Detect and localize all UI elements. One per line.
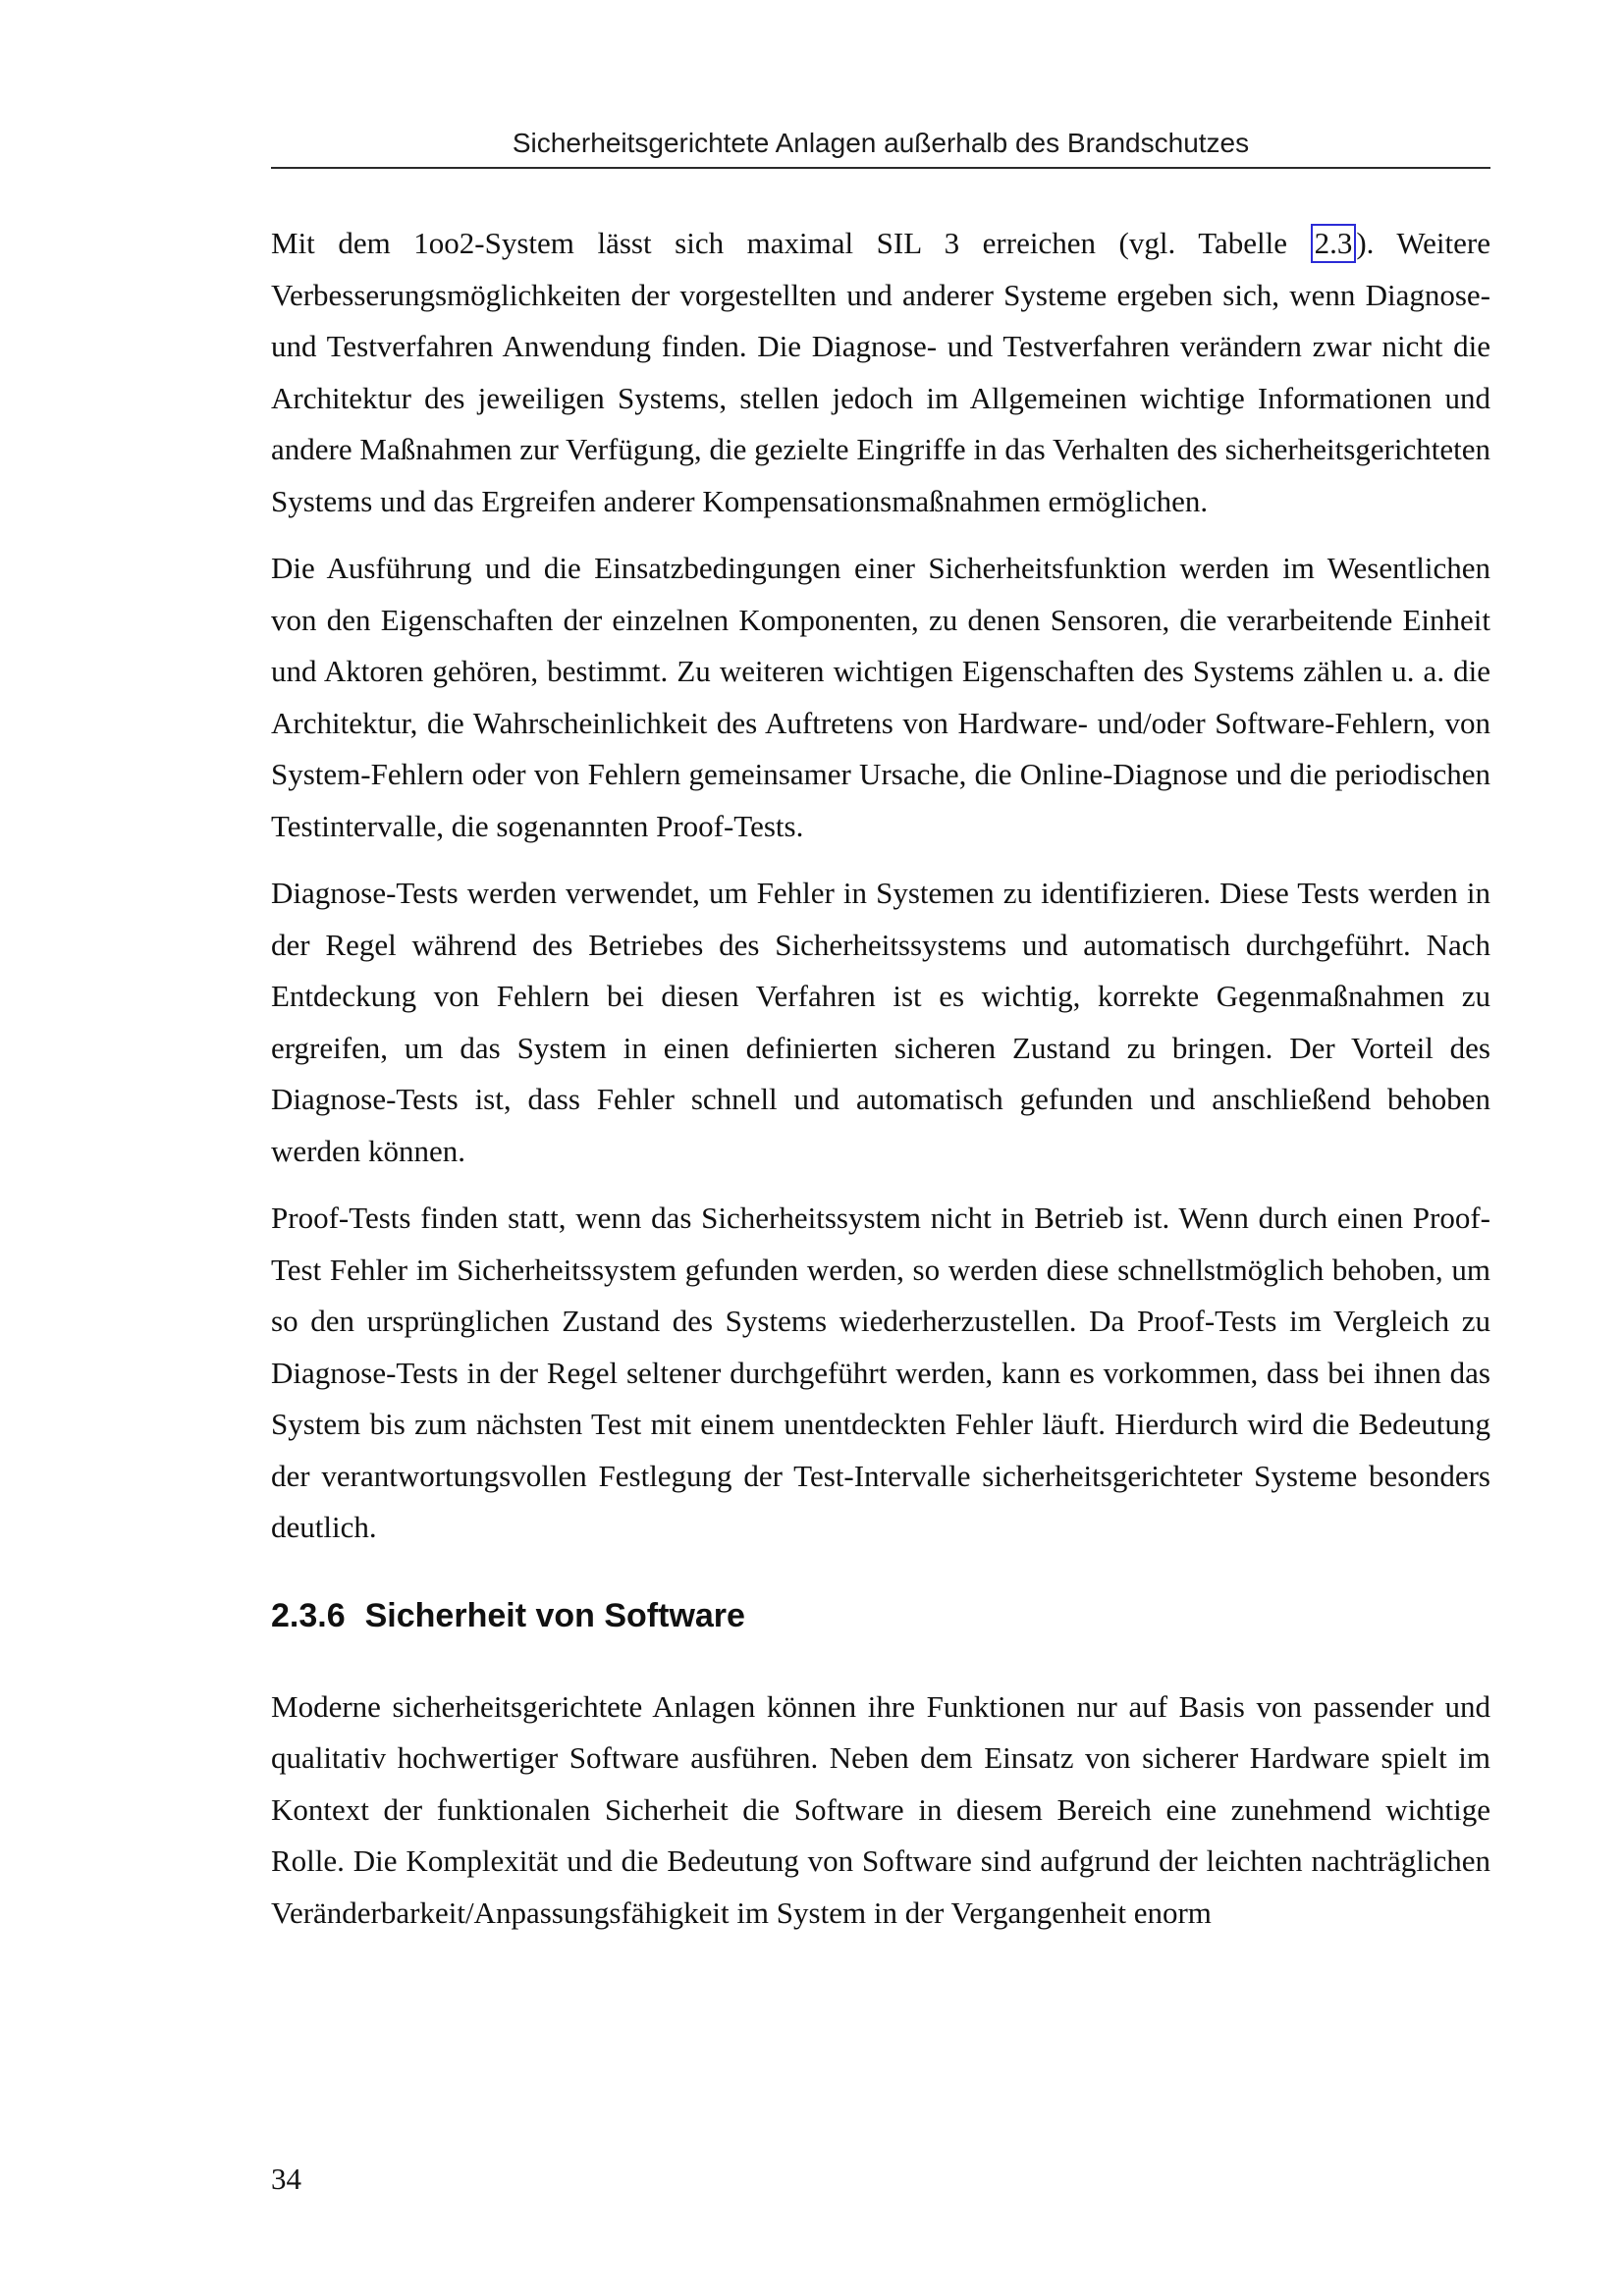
paragraph-2: Die Ausführung und die Einsatzbedingungen einer Sicherheitsfunktion werden im Wesentlichen von den Eigenschaften der einzelnen Komponenten, zu denen Sensoren, die verarbeitende Einheit und Aktoren gehören, bestimmt. Zu weiteren wichtigen Eigenschaften des Systems zählen u. a. die Architektur, die Wahrscheinlichkeit des Auftretens von Hardware- und/oder Software-Fehlern, von System-Fehlern oder von Fehlern gemeinsamer Ursache, die Online-Diagnose und die periodischen Testintervalle, die sogenannten Proof-Tests.: [271, 551, 1490, 843]
running-header-title: Sicherheitsgerichtete Anlagen außerhalb des Brandschutzes: [512, 128, 1250, 158]
page-number: 34: [271, 2162, 301, 2196]
paragraph-1-text-before-ref: Mit dem 1oo2-System lässt sich maximal SIL 3 erreichen (vgl. Tabelle: [271, 226, 1311, 260]
section-number: 2.3.6: [271, 1596, 346, 1634]
table-reference-link[interactable]: 2.3: [1311, 224, 1357, 263]
paragraph-1: [271, 218, 1490, 527]
section-title: Sicherheit von Software: [364, 1596, 745, 1634]
paragraph-1-text-after-ref: ). Weitere Verbesserungsmöglichkeiten der vorgestellten und anderer Systeme ergeben sich, wenn Diagnose- und Testverfahren Anwendung finden. Die Diagnose- und Testverfahren verändern zwar nicht die Architektur des jeweiligen Systems, stellen jedoch im Allgemeinen wichtige Informationen und andere Maßnahmen zur Verfügung, die gezielte Eingriffe in das Verhalten des sicherheitsgerichteten Systems und das Ergreifen anderer Kompensationsmaßnahmen ermöglichen.: [271, 226, 1490, 518]
section-heading: [271, 1593, 1490, 1638]
paragraph-5: Moderne sicherheitsgerichtete Anlagen können ihre Funktionen nur auf Basis von passender und qualitativ hochwertiger Software ausführen. Neben dem Einsatz von sicherer Hardware spielt im Kontext der funktionalen Sicherheit die Software in diesem Bereich eine zunehmend wichtige Rolle. Die Komplexität und die Bedeutung von Software sind aufgrund der leichten nachträglichen Veränderbarkeit/Anpassungsfähigkeit im System in der Vergangenheit enorm: [271, 1688, 1490, 1930]
running-header: [271, 124, 1490, 169]
paragraph-4: Proof-Tests finden statt, wenn das Sicherheitssystem nicht in Betrieb ist. Wenn durch einen Proof-Test Fehler im Sicherheitssystem gefunden werden, so werden diese schnellstmöglich behoben, um so den ursprünglichen Zustand des Systems wiederherzustellen. Da Proof-Tests im Vergleich zu Diagnose-Tests in der Regel seltener durchgeführt werden, kann es vorkommen, dass bei ihnen das System bis zum nächsten Test mit einem unentdeckten Fehler läuft. Hierdurch wird die Bedeutung der verantwortungsvollen Festlegung der Test-Intervalle sicherheitsgerichteter Systeme besonders deutlich.: [271, 1201, 1490, 1544]
page-body: [271, 218, 1490, 1954]
paragraph-3: Diagnose-Tests werden verwendet, um Fehler in Systemen zu identifizieren. Diese Tests werden in der Regel während des Betriebes des Sicherheitssystems und automatisch durchgeführt. Nach Entdeckung von Fehlern bei diesen Verfahren ist es wichtig, korrekte Gegenmaßnahmen zu ergreifen, um das System in einen definierten sicheren Zustand zu bringen. Der Vorteil des Diagnose-Tests ist, dass Fehler schnell und automatisch gefunden und anschließend behoben werden können.: [271, 876, 1490, 1168]
